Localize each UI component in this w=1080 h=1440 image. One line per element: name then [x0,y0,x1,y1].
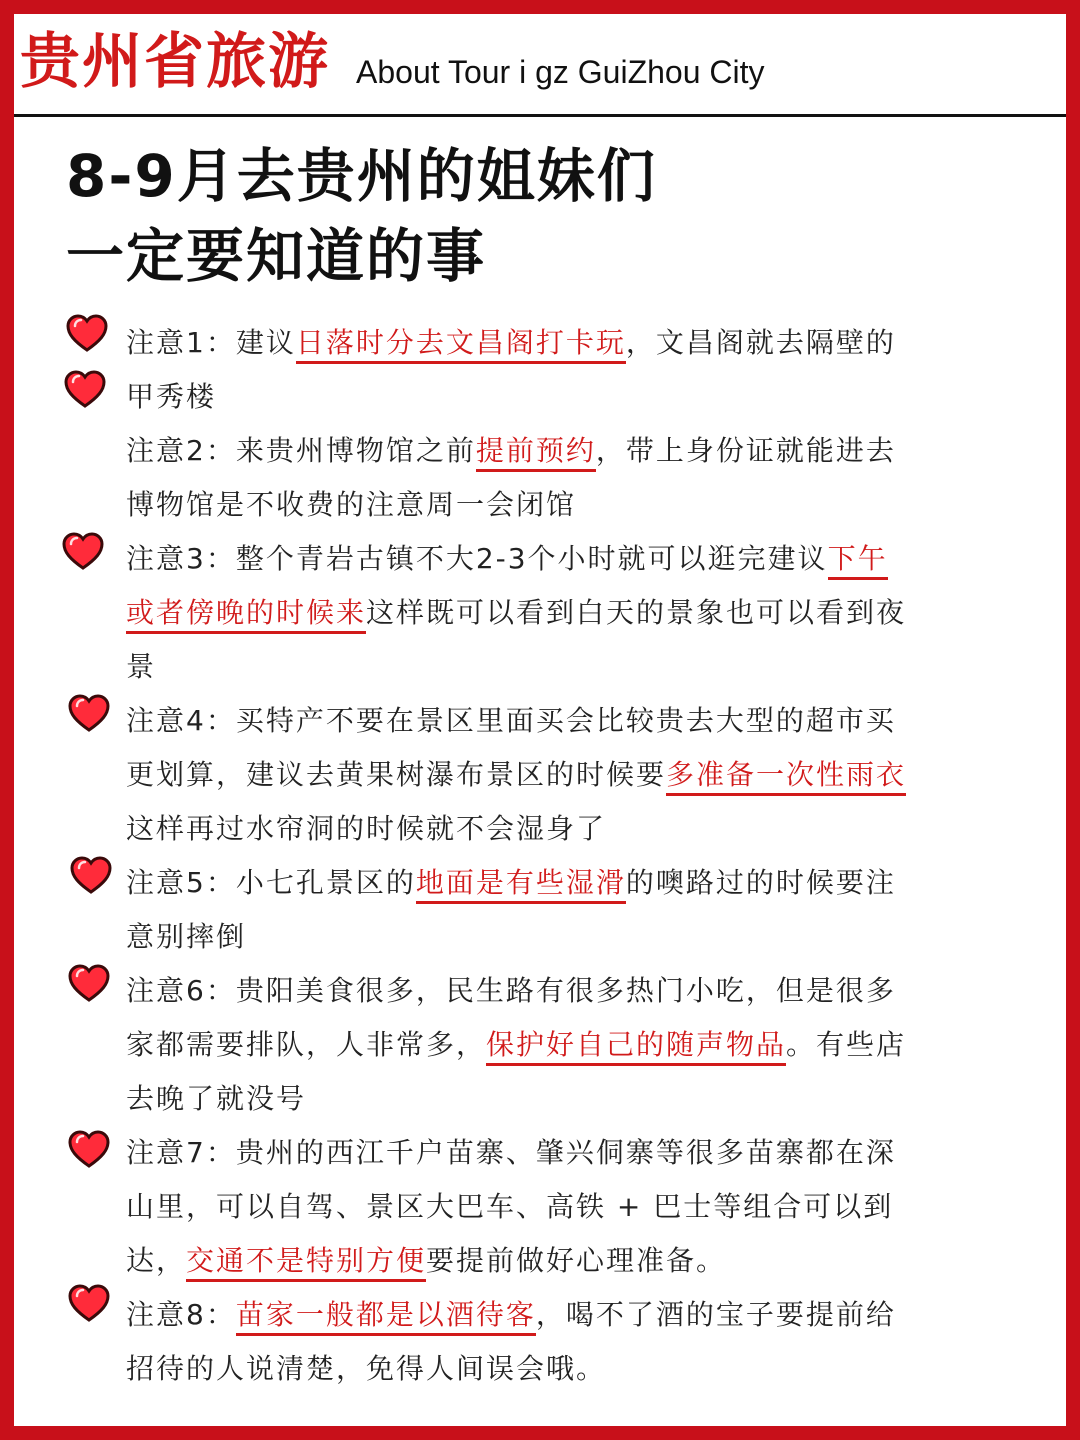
tip-5-line [126,856,896,910]
tip-8-line [126,1288,896,1342]
tip-text: 景 [126,650,157,683]
tip-8-line [126,1342,606,1396]
highlight-text: 苗家一般都是以酒待客 [236,1298,536,1336]
tip-1-line [126,370,216,424]
tip-6-line [126,1072,306,1126]
tip-text: 注意6：贵阳美食很多，民生路有很多热门小吃，但是很多 [126,974,896,1007]
tip-7-line [126,1180,893,1234]
highlight-text: 下午 [828,542,888,580]
tip-3-line [126,640,156,694]
highlight-text: 地面是有些湿滑 [416,866,626,904]
tip-text: 这样再过水帘洞的时候就不会湿身了 [126,812,607,845]
heart-icon [70,856,112,894]
tip-text: 家都需要排队，人非常多， [126,1028,487,1061]
brand-subtitle: About Tour i gz GuiZhou City [356,54,765,90]
tip-2-line [126,478,576,532]
heart-icon [62,532,104,570]
tip-text: 要提前做好心理准备。 [426,1244,727,1277]
highlight-text: 多准备一次性雨衣 [666,758,906,796]
tip-text: 达， [126,1244,187,1277]
tip-text: 注意8： [126,1298,236,1331]
heart-icon [68,694,110,732]
tip-text: 更划算，建议去黄果树瀑布景区的时候要 [126,758,667,791]
tip-text: 招待的人说清楚，免得人间误会哦。 [126,1352,607,1385]
highlight-text: 日落时分去文昌阁打卡玩 [296,326,626,364]
tip-text: 注意5：小七孔景区的 [126,866,416,899]
tip-7-line [126,1234,726,1288]
tip-text: 这样既可以看到白天的景象也可以看到夜 [366,596,907,629]
highlight-text: 提前预约 [476,434,596,472]
tip-3-line [126,532,888,586]
tip-text: ，喝不了酒的宝子要提前给 [535,1298,896,1331]
tip-text: 的噢路过的时候要注 [625,866,896,899]
highlight-text: 交通不是特别方便 [186,1244,426,1282]
tip-4-line [126,694,896,748]
highlight-text: 保护好自己的随声物品 [486,1028,786,1066]
tip-6-line [126,1018,906,1072]
tip-text: 注意7：贵州的西江千户苗寨、肇兴侗寨等很多苗寨都在深 [126,1136,896,1169]
heart-icon [66,314,108,352]
tip-text: 去晚了就没号 [126,1082,307,1115]
tip-7-line [126,1126,896,1180]
tip-1-line [126,316,896,370]
title-line-1: 8-9月去贵州的姐妹们 [66,142,657,210]
tip-text: 注意1：建议 [126,326,296,359]
tip-text: 。有些店 [786,1028,907,1061]
highlight-text: 或者傍晚的时候来 [126,596,366,634]
poster-card [14,14,1066,1426]
title-line-2: 一定要知道的事 [66,222,487,290]
tip-text: 注意2：来贵州博物馆之前 [126,434,476,467]
tip-text: 山里，可以自驾、景区大巴车、高铁 + 巴士等组合可以到 [126,1190,894,1223]
tip-2-line [126,424,896,478]
tip-4-line [126,802,606,856]
tip-4-line [126,748,906,802]
tip-text: 意别摔倒 [126,920,247,953]
tip-3-line [126,586,906,640]
tip-text: ，带上身份证就能进去 [595,434,896,467]
tip-text: 注意3：整个青岩古镇不大2-3个小时就可以逛完建议 [126,542,828,575]
tip-text: ，文昌阁就去隔壁的 [625,326,896,359]
heart-icon [68,964,110,1002]
tips-list [14,14,1066,1426]
brand-title: 贵州省旅游 [20,27,330,97]
tip-6-line [126,964,896,1018]
tip-5-line [126,910,246,964]
tip-text: 甲秀楼 [126,380,217,413]
heart-icon [68,1130,110,1168]
tip-text: 博物馆是不收费的注意周一会闭馆 [126,488,577,521]
heart-icon [64,370,106,408]
tip-text: 注意4：买特产不要在景区里面买会比较贵去大型的超市买 [126,704,896,737]
heart-icon [68,1284,110,1322]
